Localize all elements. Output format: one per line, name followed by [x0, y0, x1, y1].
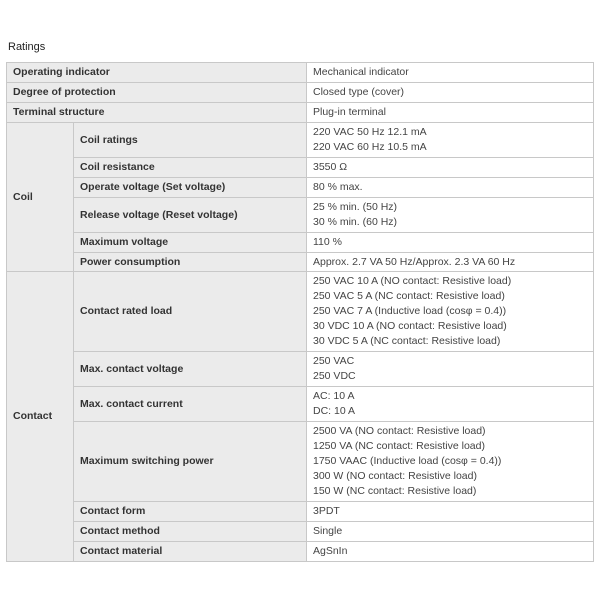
row-label: Coil ratings [74, 123, 307, 158]
table-row [7, 387, 594, 422]
value-line: 250 VDC [313, 370, 356, 382]
value-line: 110 % [313, 236, 342, 248]
value-line: 1750 VAAC (Inductive load (cosφ = 0.4)) [313, 455, 502, 467]
table-row [7, 542, 594, 562]
row-label: Maximum switching power [74, 422, 307, 502]
table-row [7, 502, 594, 522]
value-line: Approx. 2.7 VA 50 Hz/Approx. 2.3 VA 60 Hz [313, 255, 516, 268]
value-line: 30 VDC 5 A (NC contact: Resistive load) [313, 335, 501, 347]
row-label: Terminal structure [7, 103, 307, 123]
table-row [7, 522, 594, 542]
value-line: 250 VAC [313, 355, 355, 367]
table-row [7, 123, 594, 158]
row-value [307, 158, 594, 178]
row-label: Operate voltage (Set voltage) [74, 178, 307, 198]
row-label: Power consumption [74, 253, 307, 272]
row-value [307, 272, 594, 352]
row-value [307, 83, 594, 103]
row-value [307, 178, 594, 198]
section-heading: Ratings [8, 41, 46, 53]
value-line: 30 VDC 10 A (NO contact: Resistive load) [313, 320, 507, 332]
value-line: Plug-in terminal [313, 106, 386, 118]
table-row [7, 253, 594, 272]
row-label: Contact material [74, 542, 307, 562]
table-row [7, 158, 594, 178]
value-line: DC: 10 A [313, 405, 356, 417]
row-value [307, 103, 594, 123]
value-line: 250 VAC 5 A (NC contact: Resistive load) [313, 290, 505, 302]
row-label: Operating indicator [7, 63, 307, 83]
value-line: 150 W (NC contact: Resistive load) [313, 485, 477, 497]
value-line: AC: 10 A [313, 390, 355, 402]
row-value [307, 387, 594, 422]
row-value [307, 123, 594, 158]
value-line: 250 VAC 10 A (NO contact: Resistive load) [313, 275, 512, 287]
table-row [7, 103, 594, 123]
table-row [7, 63, 594, 83]
value-line: Mechanical indicator [313, 66, 409, 78]
table-row [7, 352, 594, 387]
row-label: Degree of protection [7, 83, 307, 103]
row-label: Max. contact voltage [74, 352, 307, 387]
row-value [307, 422, 594, 502]
row-value [307, 63, 594, 83]
ratings-table [6, 62, 594, 562]
value-line: 25 % min. (50 Hz) [313, 201, 398, 213]
table-row [7, 233, 594, 253]
value-line: 3550 Ω [313, 161, 348, 173]
row-label: Contact form [74, 502, 307, 522]
value-line: 220 VAC 60 Hz 10.5 mA [313, 141, 427, 153]
row-label: Coil resistance [74, 158, 307, 178]
table-row [7, 272, 594, 352]
value-line: 2500 VA (NO contact: Resistive load) [313, 425, 486, 437]
table-row [7, 178, 594, 198]
table-row [7, 422, 594, 502]
group-label-coil: Coil [7, 123, 74, 272]
table-row [7, 198, 594, 233]
value-line: 1250 VA (NC contact: Resistive load) [313, 440, 485, 452]
row-label: Contact method [74, 522, 307, 542]
row-value [307, 233, 594, 253]
row-value [307, 502, 594, 522]
row-label: Contact rated load [74, 272, 307, 352]
row-value [307, 253, 594, 272]
row-label: Release voltage (Reset voltage) [74, 198, 307, 233]
row-value [307, 198, 594, 233]
group-label-contact: Contact [7, 272, 74, 562]
value-line: 80 % max. [313, 181, 363, 193]
value-line: Single [313, 525, 343, 537]
value-line: 30 % min. (60 Hz) [313, 216, 398, 228]
value-line: 300 W (NO contact: Resistive load) [313, 470, 477, 482]
value-line: AgSnIn [313, 545, 348, 557]
value-line: 3PDT [313, 505, 340, 517]
row-value [307, 522, 594, 542]
row-value [307, 352, 594, 387]
value-line: 220 VAC 50 Hz 12.1 mA [313, 126, 427, 138]
row-value [307, 542, 594, 562]
row-label: Max. contact current [74, 387, 307, 422]
value-line: 250 VAC 7 A (Inductive load (cosφ = 0.4)) [313, 305, 507, 317]
table-row [7, 83, 594, 103]
value-line: Closed type (cover) [313, 86, 405, 98]
row-label: Maximum voltage [74, 233, 307, 253]
